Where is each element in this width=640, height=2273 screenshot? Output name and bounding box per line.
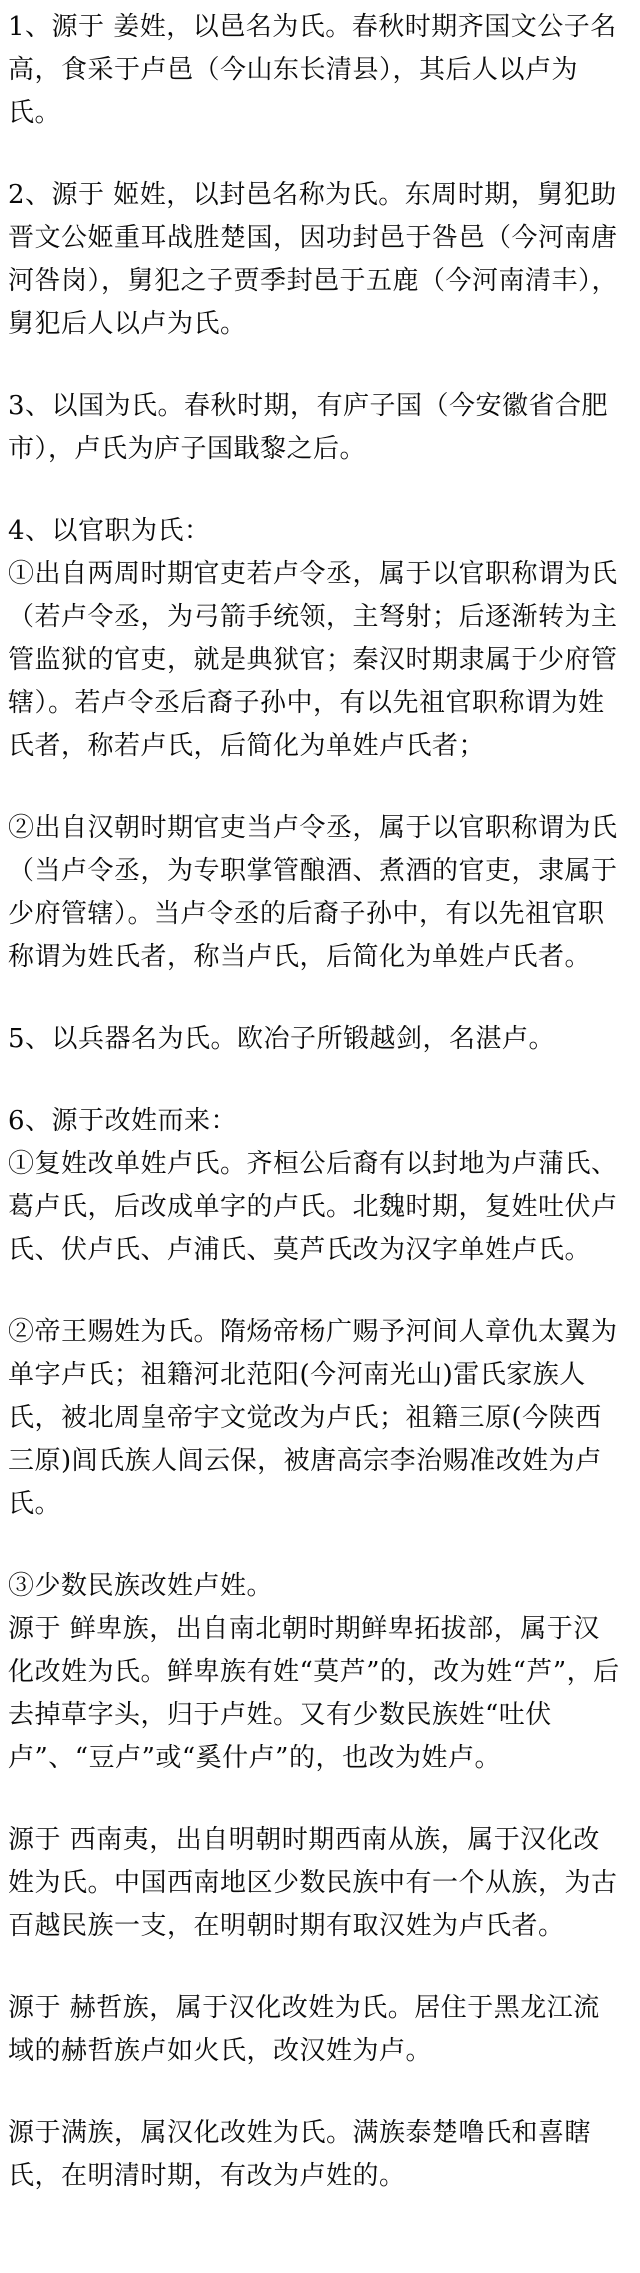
section-3 (8, 385, 622, 471)
section-paragraph: 2、源于 姬姓，以封邑名称为氏。东周时期，舅犯助晋文公姬重耳战胜楚国，因功封邑于咎邑（今河南唐河咎岗），舅犯之子贾季封邑于五鹿（今河南清丰），舅犯后人以卢为氏。 (8, 180, 619, 339)
section-paragraph: ①出自两周时期官吏若卢令丞，属于以官职称谓为氏（若卢令丞，为弓箭手统领，主弩射；后逐渐转为主管监狱的官吏，就是典狱官；秦汉时期隶属于少府管辖）。若卢令丞后裔子孙中，有以先祖官职称谓为姓氏者，称若卢氏，后简化为单姓卢氏者； (8, 559, 618, 761)
section-paragraph: 源于 西南夷，出自明朝时期西南从族，属于汉化改姓为氏。中国西南地区少数民族中有一个从族，为古百越民族一支，在明朝时期有取汉姓为卢氏者。 (8, 1825, 618, 1941)
section-paragraph: ②帝王赐姓为氏。隋炀帝杨广赐予河间人章仇太翼为单字卢氏；祖籍河北范阳(今河南光山)雷氏家族人氏，被北周皇帝宇文觉改为卢氏；祖籍三原(今陕西三原)闾氏族人闾云保，被唐高宗李治赐准改姓为卢氏。 (8, 1317, 618, 1519)
section-1 (8, 6, 622, 135)
section-heading: 6、源于改姓而来： (8, 1106, 238, 1136)
section-6-hezhe (8, 1987, 622, 2073)
section-5 (8, 1018, 622, 1061)
section-heading: ③少数民族改姓卢姓。 (8, 1571, 274, 1601)
section-paragraph: 5、以兵器名为氏。欧冶子所锻越剑，名湛卢。 (8, 1024, 556, 1054)
section-paragraph: 1、源于 姜姓，以邑名为氏。春秋时期齐国文公子名高，食采于卢邑（今山东长清县），其后人以卢为氏。 (8, 12, 617, 128)
section-6-xinan (8, 1819, 622, 1948)
section-paragraph: 源于 赫哲族，属于汉化改姓为氏。居住于黑龙江流域的赫哲族卢如火氏，改汉姓为卢。 (8, 1993, 600, 2066)
section-paragraph: ①复姓改单姓卢氏。齐桓公后裔有以封地为卢蒲氏、葛卢氏，后改成单字的卢氏。北魏时期，复姓吐伏卢氏、伏卢氏、卢浦氏、莫芦氏改为汉字单姓卢氏。 (8, 1149, 618, 1265)
section-paragraph: 源于 鲜卑族，出自南北朝时期鲜卑拓拔部，属于汉化改姓为氏。鲜卑族有姓“莫芦”的，改为姓“芦”，后去掉草字头，归于卢姓。又有少数民族姓“吐伏卢”、“豆卢”或“奚什卢”的，也改为姓卢。 (8, 1614, 620, 1773)
section-6-item-3 (8, 1565, 622, 1780)
section-paragraph: 3、以国为氏。春秋时期，有庐子国（今安徽省合肥市），卢氏为庐子国戢黎之后。 (8, 391, 609, 464)
section-6-manzu (8, 2112, 622, 2198)
section-6-item-2 (8, 1311, 622, 1526)
section-paragraph: ②出自汉朝时期官吏当卢令丞，属于以官职称谓为氏（当卢令丞，为专职掌管酿酒、煮酒的官吏，隶属于少府管辖）。当卢令丞的后裔子孙中，有以先祖官职称谓为姓氏者，称当卢氏，后简化为单姓卢氏者。 (8, 813, 618, 972)
section-6 (8, 1100, 622, 1272)
section-4 (8, 510, 622, 768)
section-2 (8, 174, 622, 346)
section-4-item-2 (8, 807, 622, 979)
section-paragraph: 源于满族，属汉化改姓为氏。满族泰楚噜氏和喜瞎氏，在明清时期，有改为卢姓的。 (8, 2118, 592, 2191)
section-heading: 4、以官职为氏： (8, 516, 211, 546)
